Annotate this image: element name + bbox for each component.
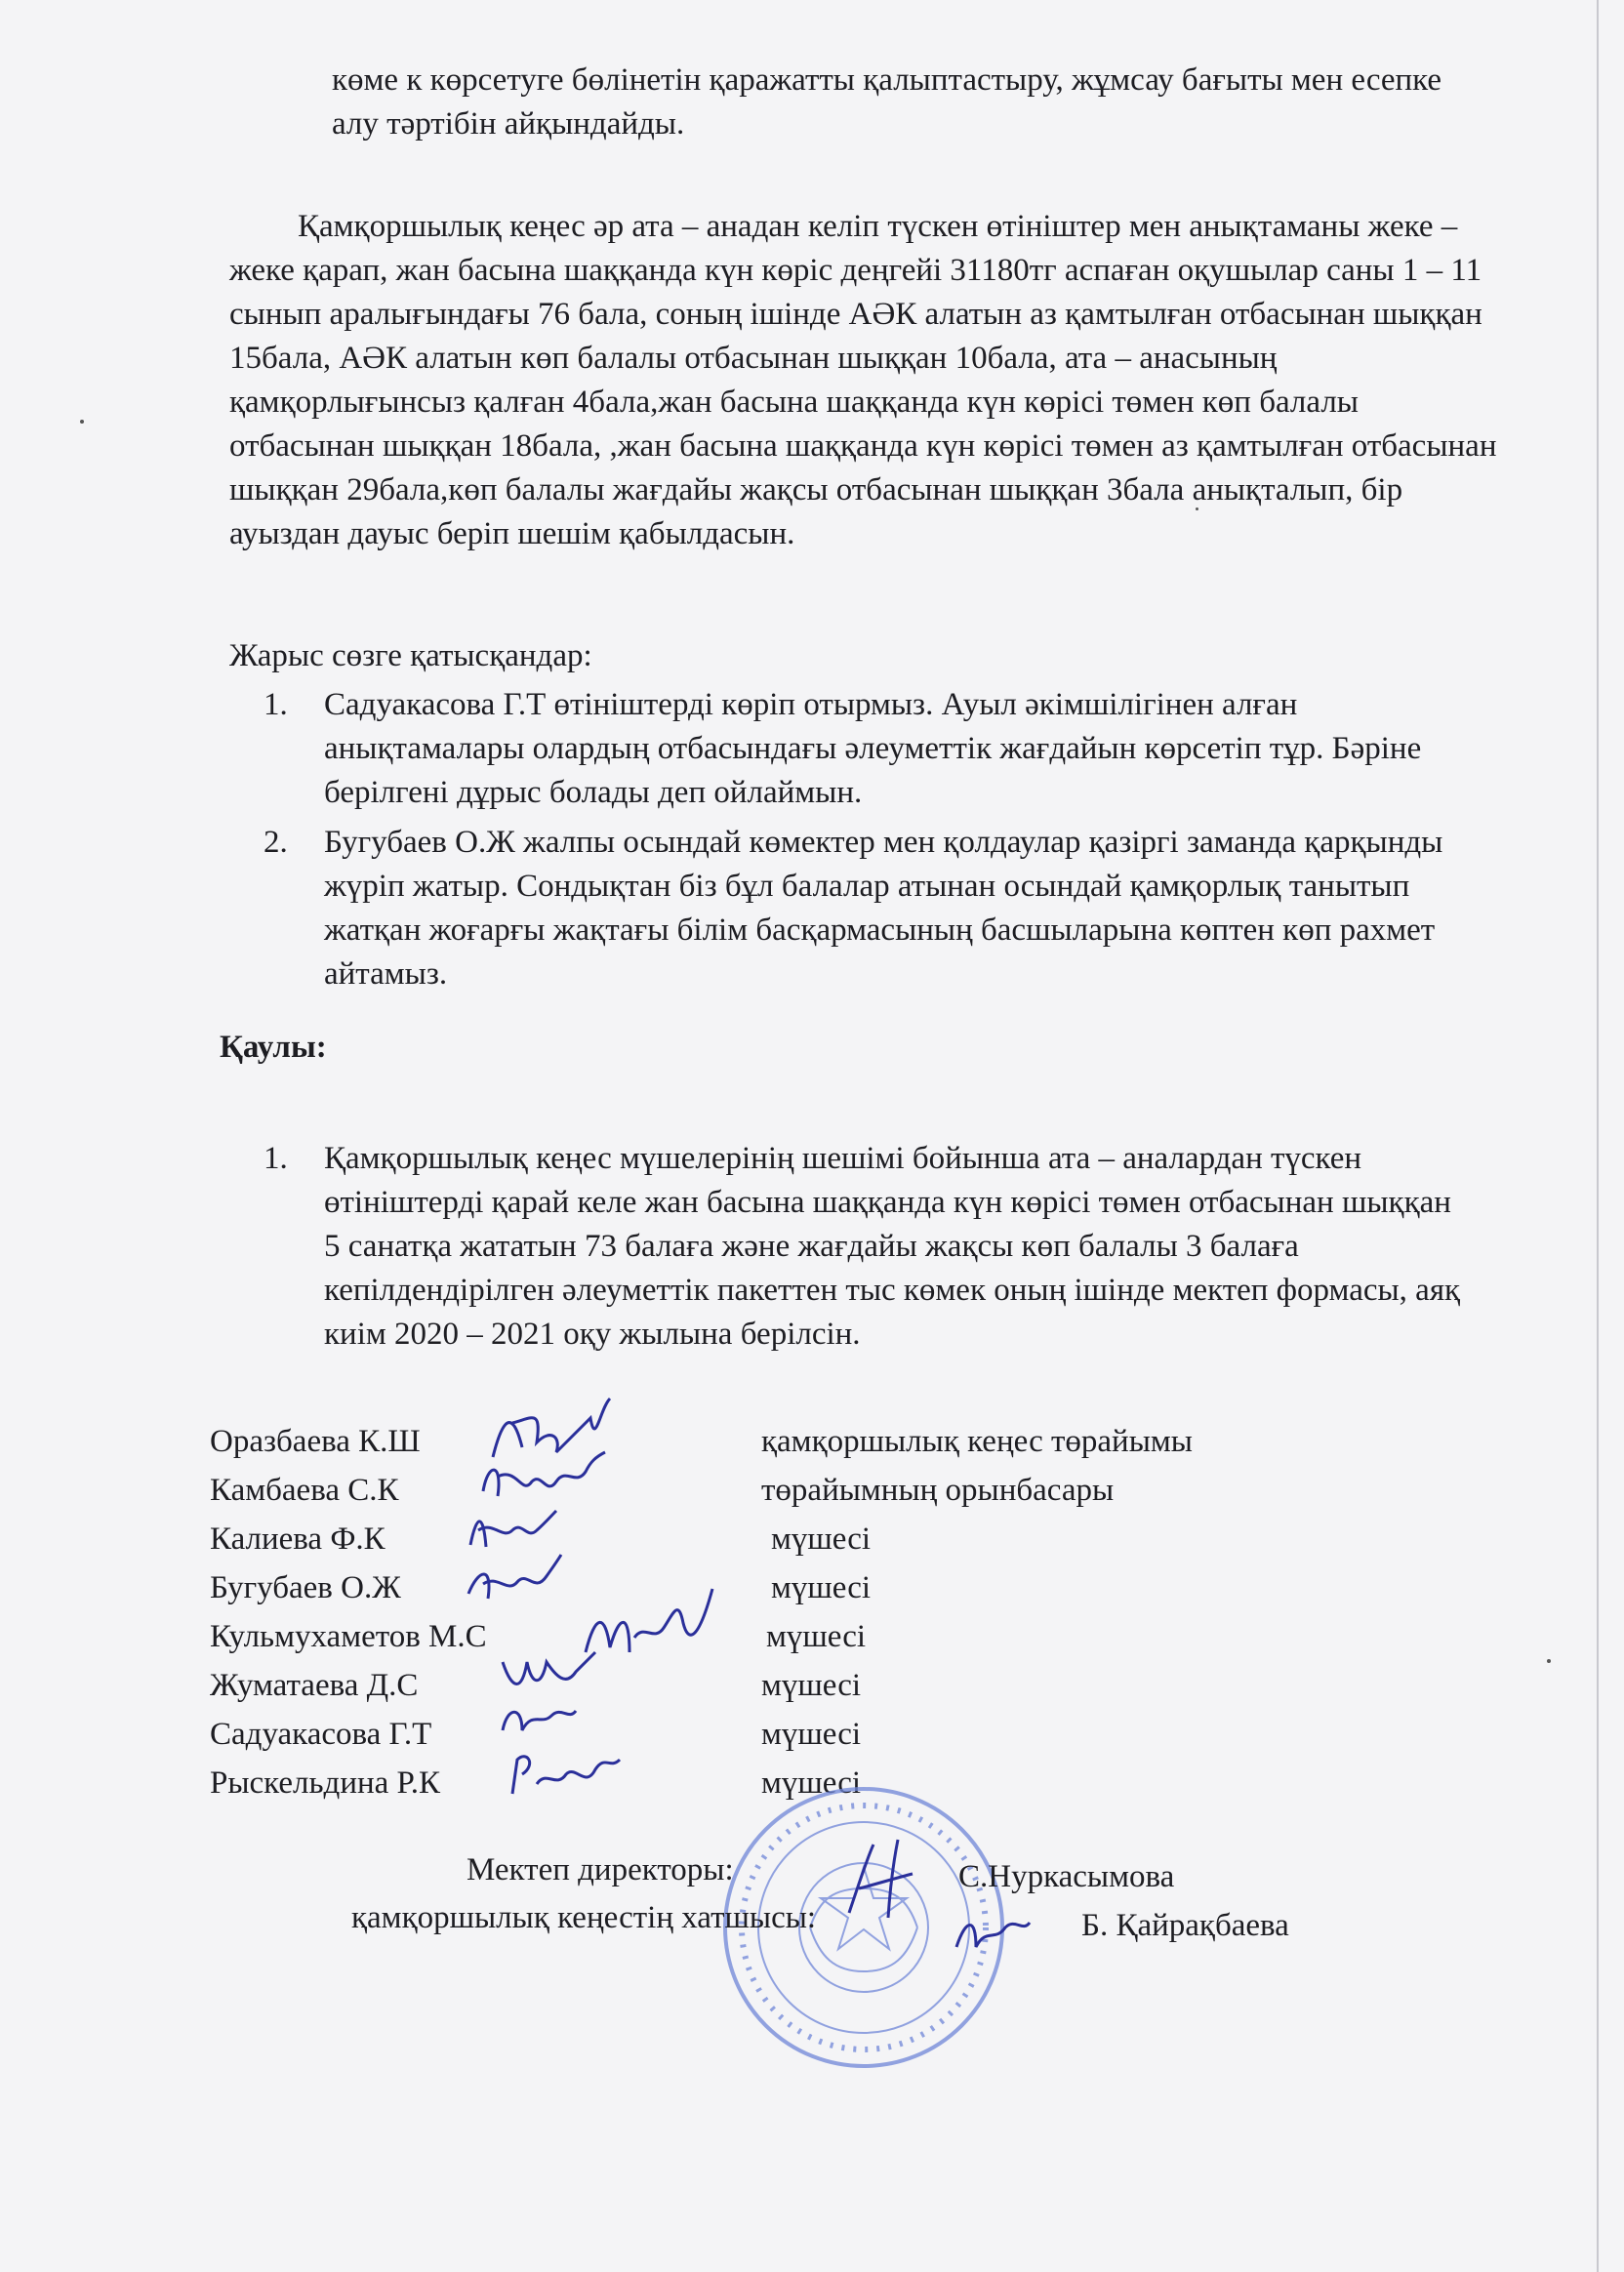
list-item-text: Бугубаев О.Ж жалпы осындай көмектер мен қолдаулар қазіргі заманда қарқынды жүріп жатыр. Сондықтан біз бұл балалар атынан осындай қамқорлық танытып жатқан жоғарғы жақтағы білім басқармасының басшыларына көптен көп рахмет айтамыз. <box>324 825 1443 992</box>
signatory-row <box>210 1664 1332 1713</box>
signatory-role: төрайымның орынбасары <box>761 1473 1115 1508</box>
signatory-name: Рыскельдина Р.К <box>210 1765 441 1801</box>
signatory-role: мүшесі <box>761 1765 862 1801</box>
director-signature <box>830 1835 937 1923</box>
scan-speck <box>1547 1659 1551 1663</box>
secretary-signature <box>947 1898 1035 1967</box>
signatory-row <box>210 1615 1332 1664</box>
list-number: 1. <box>264 1141 288 1176</box>
signatory-name: Бугубаев О.Ж <box>210 1570 401 1605</box>
resolution-heading: Қаулы: <box>220 1030 327 1065</box>
signatory-row <box>210 1713 1332 1762</box>
list-item <box>264 683 1503 815</box>
signatory-role: мүшесі <box>761 1668 862 1703</box>
signatory-name: Кульмухаметов М.С <box>210 1619 487 1654</box>
signatories-table <box>210 1420 1332 1810</box>
signatory-name: Камбаева С.К <box>210 1473 399 1508</box>
continuation-paragraph: көме к көрсетуге бөлінетін қаражатты қалыптастыру, жұмсау бағыты мен есепке алу тәртібін айқындайды. <box>332 62 1442 142</box>
list-item <box>264 1137 1464 1357</box>
main-paragraph: Қамқоршылық кеңес әр ата – анадан келіп түскен өтініштер мен анықтаманы жеке – жеке қарап, жан басына шаққанда күн көріс деңгейі 31180тг аспаған оқушылар саны 1 – 11 сынып аралығындағы 76 бала, соның ішінде АӘК алатын аз қамтылған отбасынан шыққан 15бала, АӘК алатын көп балалы отбасынан шыққан 10бала, ата – анасының қамқорлығынсыз қалған 4бала,жан басына шаққанда күн көрісі төмен көп балалы отбасынан шыққан 18бала, ,жан басына шаққанда күн көрісі төмен аз қамтылған отбасынан шыққан 29бала,көп балалы жағдайы жақсы отбасынан шыққан 3бала анықталып, бір ауыздан дауыс беріп шешім қабылдасын. <box>229 209 1497 551</box>
scan-edge-line <box>1597 0 1599 2272</box>
handwritten-signature <box>503 1730 629 1808</box>
signatory-row <box>210 1469 1332 1518</box>
signatory-role: мүшесі <box>766 1619 867 1654</box>
speakers-heading: Жарыс сөзге қатысқандар: <box>229 638 592 673</box>
list-item-text: Садуакасова Г.Т өтініштерді көріп отырмыз. Ауыл әкімшілігінен алған анықтамалары олардың отбасындағы әлеуметтік жағдайын көрсетіп тұр. Бәріне берілгені дұрыс болады деп ойлаймын. <box>324 687 1422 810</box>
signatory-name: Жуматаева Д.С <box>210 1668 419 1703</box>
secretary-name: Б. Қайрақбаева <box>1081 1908 1289 1943</box>
signatory-name: Садуакасова Г.Т <box>210 1717 432 1752</box>
resolution-list <box>264 1137 1464 1362</box>
list-item <box>264 821 1503 996</box>
signatory-role: мүшесі <box>761 1717 862 1752</box>
signatory-row <box>210 1518 1332 1566</box>
list-number: 1. <box>264 687 288 722</box>
list-item-text: Қамқоршылық кеңес мүшелерінің шешімі бойынша ата – аналардан түскен өтініштерді қарай келе жан басына шаққанда күн көрісі төмен отбасынан шыққан 5 санатқа жататын 73 балаға және жағдайы жақсы көп балалы 3 балаға кепілдендірілген әлеуметтік пакеттен тыс көмек оның ішінде мектеп формасы, аяқ киім 2020 – 2021 оқу жылына берілсін. <box>324 1141 1461 1352</box>
scan-speck <box>80 420 84 424</box>
signatory-row <box>210 1566 1332 1615</box>
signatory-role: мүшесі <box>771 1570 872 1605</box>
signatory-role: мүшесі <box>771 1521 872 1557</box>
speakers-list <box>264 683 1503 1002</box>
director-name: С.Нуркасымова <box>958 1859 1175 1894</box>
signatory-row <box>210 1420 1332 1469</box>
signatory-name: Оразбаева К.Ш <box>210 1424 421 1459</box>
director-label: Мектеп директоры: <box>467 1852 734 1887</box>
scan-speck <box>1196 507 1198 510</box>
signatory-role: қамқоршылық кеңес төрайымы <box>761 1424 1193 1459</box>
handwritten-signature <box>459 1535 566 1613</box>
list-number: 2. <box>264 825 288 860</box>
secretary-label: қамқоршылық кеңестің хатшысы: <box>351 1900 817 1935</box>
signatory-name: Калиева Ф.К <box>210 1521 386 1557</box>
